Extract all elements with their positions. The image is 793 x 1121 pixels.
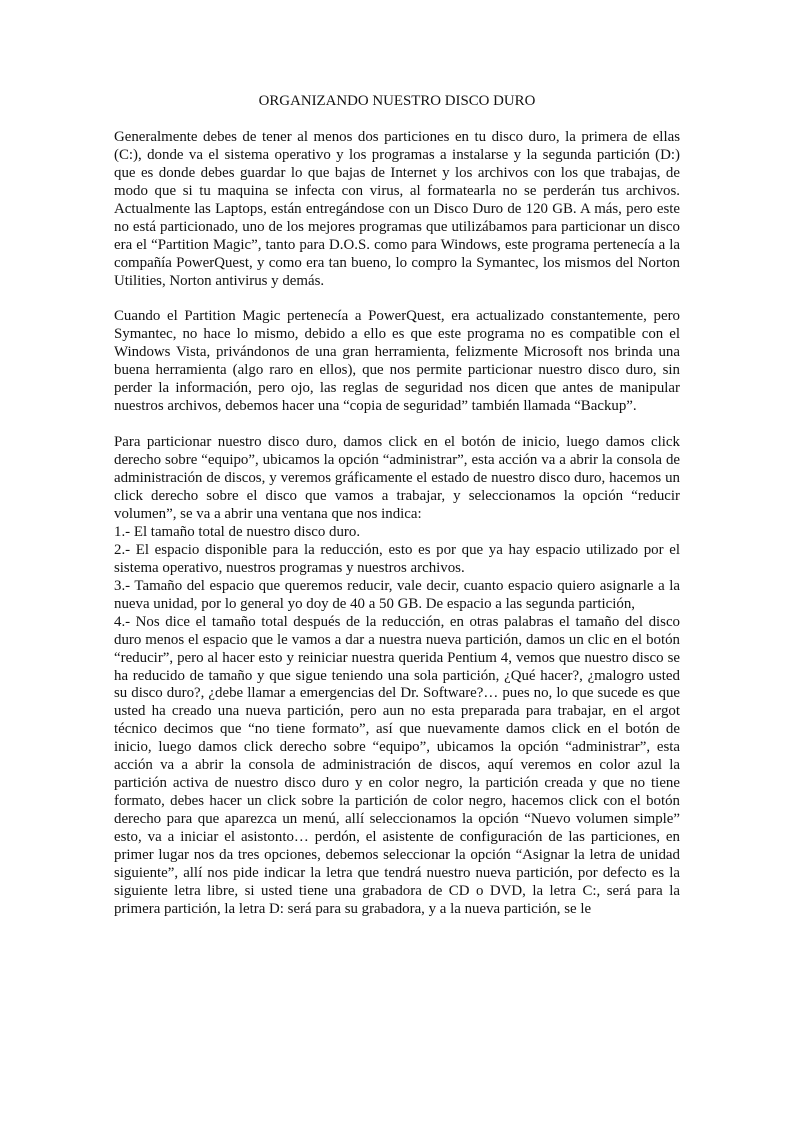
paragraph-intro: Generalmente debes de tener al menos dos particiones en tu disco duro, la primera de ellas (C:), donde va el sistema operativo y los programas a instalarse y la segunda partición (D:) que es donde debes guardar lo que bajas de Internet y los archivos con los que trabajas, de modo que si tu maquina se infecta con virus, al formatearla no se perderán tus archivos. Actualmente las Laptops, están entregándose con un Disco Duro de 120 GB. A más, pero este no está particionado, uno de los mejores programas que utilizábamos para particionar un disco era el “Partition Magic”, tanto para D.O.S. como para Windows, este programa pertenecía a la compañía PowerQuest, y como era tan bueno, lo compro la Symantec, los mismos del Norton Utilities, Norton antivirus y demás. (114, 128, 680, 289)
paragraph-steps: Para particionar nuestro disco duro, damos click en el botón de inicio, luego damos click derecho sobre “equipo”, ubicamos la opción “administrar”, esta acción va a abrir la consola de administración de discos, y veremos gráficamente el estado de nuestro disco duro, hacemos un click derecho sobre el disco que vamos a trabajar, y seleccionamos la opción “reducir volumen”, se va a abrir una ventana que nos indica: (114, 434, 680, 522)
list-item-1: 1.- El tamaño total de nuestro disco duro. (114, 523, 361, 540)
list-item-2: 2.- El espacio disponible para la reducción, esto es por que ya hay espacio utilizado por el sistema operativo, nuestros programas y nuestros archivos. (114, 541, 680, 576)
list-item-4: 4.- Nos dice el tamaño total después de la reducción, en otras palabras el tamaño del disco duro menos el espacio que le vamos a dar a nuestra nueva partición, damos un clic en el botón “reducir”, pero al hacer esto y reiniciar nuestra querida Pentium 4, vemos que nuestro disco se ha reducido de tamaño y que sigue teniendo una sola partición, ¿Qué hacer?, ¿malogro usted su disco duro?, ¿debe llamar a emergencias del Dr. Software?… pues no, lo que sucede es que usted ha creado una nueva partición, pero aun no esta preparada para trabajar, en el argot técnico decimos que “no tiene formato”, así que nuevamente damos click en el botón de inicio, luego damos click derecho sobre “equipo”, ubicamos la opción “administrar”, esta acción va a abrir la consola de administración de discos, aquí veremos en color azul la partición activa de nuestro disco duro y en color negro, la partición creada y que no tiene formato, debes hacer un click sobre la partición de color negro, hacemos click con el botón derecho para que aparezca un menú, allí seleccionamos la opción “Nuevo volumen simple” esto, va a iniciar el asistonto… perdón, el asistente de configuración de las particiones, en primer lugar nos da tres opciones, debemos seleccionar la opción “Asignar la letra de unidad siguiente”, allí nos pide indicar la letra que tendrá nuestro nueva partición, por defecto es la siguiente letra libre, si usted tiene una grabadora de CD o DVD, la letra C:, será para la primera partición, la letra D: será para su grabadora, y a la nueva partición, se le (114, 613, 680, 917)
document-body (114, 93, 680, 919)
paragraph-partition-magic: Cuando el Partition Magic pertenecía a PowerQuest, era actualizado constantemente, pero Symantec, no hace lo mismo, debido a ello es que este programa no es compatible con el Windows Vista, privándonos de una gran herramienta, felizmente Microsoft nos brinda una buena herramienta (algo raro en ellos), que nos permite particionar nuestro disco duro, sin perder la información, pero ojo, las reglas de seguridad nos dicen que antes de manipular nuestros archivos, debemos hacer una “copia de seguridad” también llamada “Backup”. (114, 308, 680, 415)
document-title: ORGANIZANDO NUESTRO DISCO DURO (258, 93, 536, 109)
list-item-3: 3.- Tamaño del espacio que queremos reducir, vale decir, cuanto espacio quiero asignarle a la nueva unidad, por lo general yo doy de 40 a 50 GB. De espacio a las segunda partición, (114, 577, 680, 612)
